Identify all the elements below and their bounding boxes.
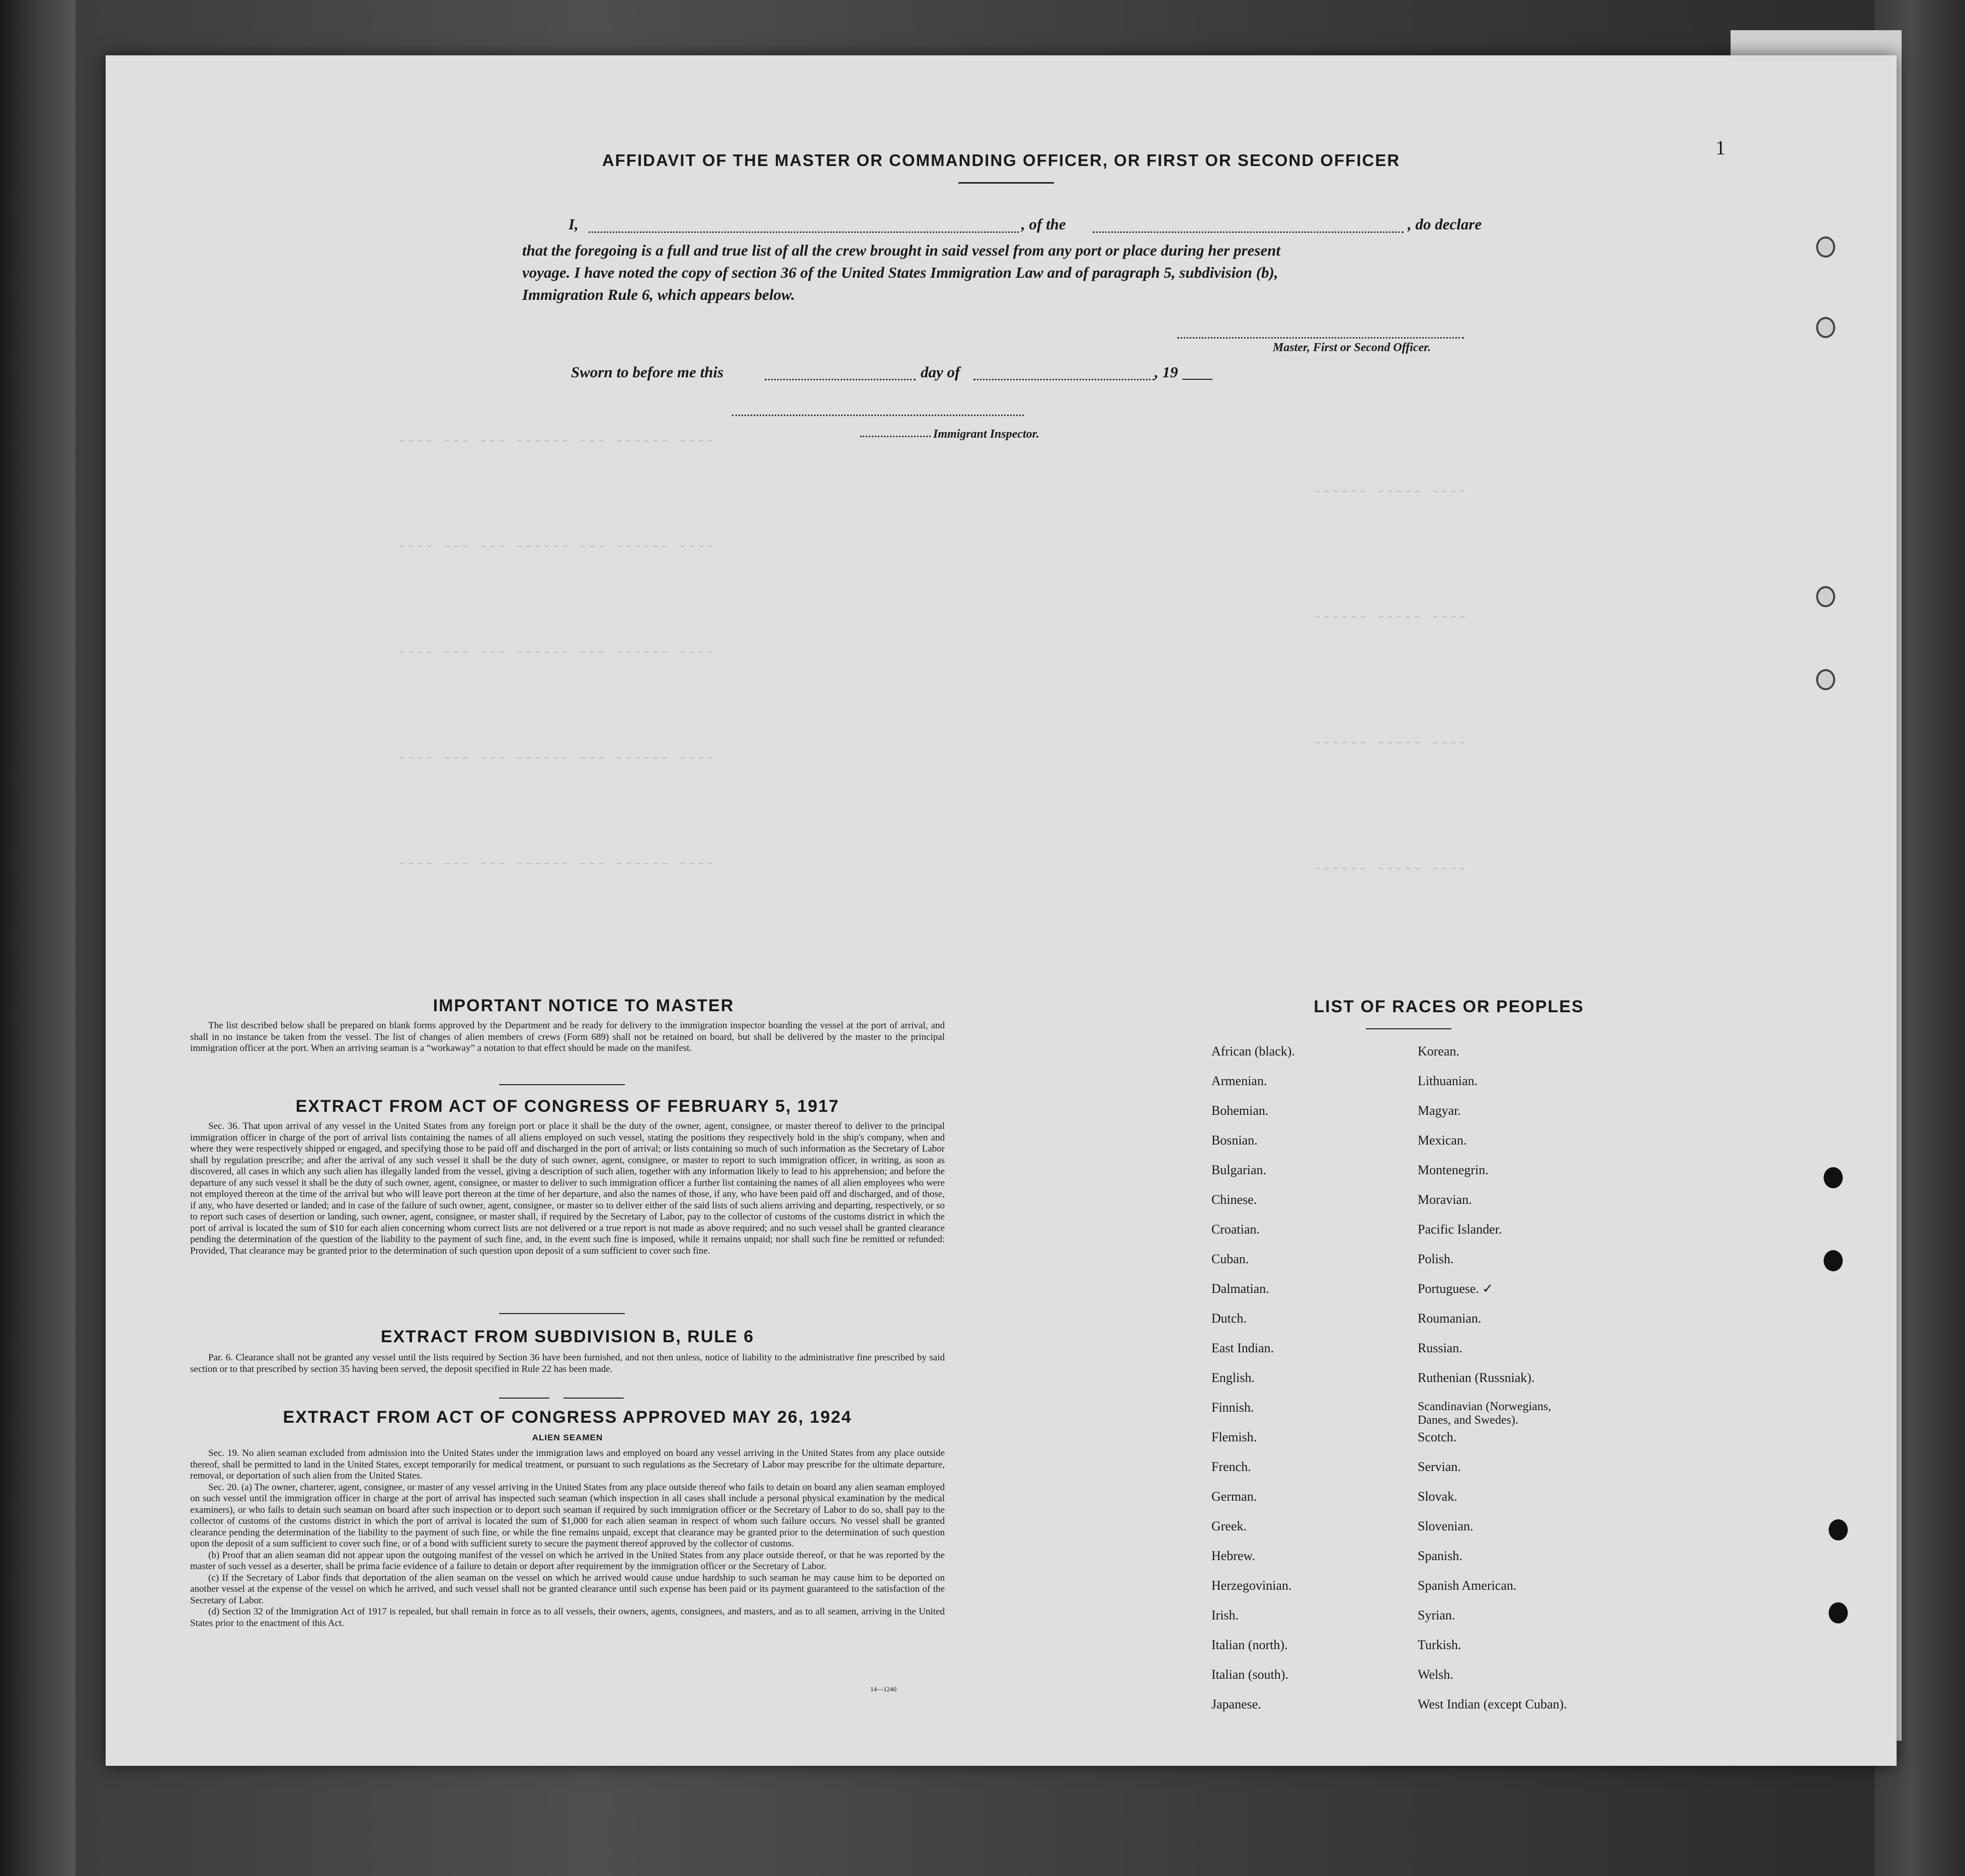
race-item: Dalmatian. <box>1211 1281 1269 1296</box>
race-item: Magyar. <box>1418 1103 1461 1118</box>
punch-hole <box>1816 669 1835 690</box>
race-item: Finnish. <box>1211 1400 1254 1415</box>
officer-signature-caption: Master, First or Second Officer. <box>1273 341 1431 354</box>
race-item: Bosnian. <box>1211 1133 1258 1148</box>
extract-rule6-body <box>190 1352 945 1375</box>
sworn-label: Sworn to before me this <box>571 363 724 381</box>
affidavit-line-2: that the foregoing is a full and true list of all the crew brought in said vessel from any port or place during her present <box>522 241 1281 259</box>
race-item: Italian (north). <box>1211 1638 1288 1652</box>
form-number: 14—1240 <box>870 1685 896 1693</box>
notice-title: IMPORTANT NOTICE TO MASTER <box>433 996 734 1015</box>
race-item: Japanese. <box>1211 1697 1261 1711</box>
race-item: Mexican. <box>1418 1133 1467 1148</box>
inspector-signature-line[interactable] <box>732 415 1024 416</box>
races-underline <box>1366 1028 1451 1029</box>
race-item: French. <box>1211 1459 1251 1474</box>
notice-body <box>190 1020 945 1054</box>
sec-20d-paragraph: (d) Section 32 of the Immigration Act of 1917 is repealed, but shall remain in force as to all vessels, their owners, agents, consignees, and masters, and as to all seamen, arriving in the United States prior to the enactment of this Act. <box>190 1606 945 1628</box>
notice-paragraph: The list described below shall be prepared on blank forms approved by the Department and be ready for delivery to the immigration inspector boarding the vessel at the port of arrival, and shall in no instance be taken from the vessel. The list of changes of alien members of crews (Form 689) shall not be retained on board, but shall be delivered by the master to the principal immigration officer at the port. When an arriving seaman is a “workaway” a notation to that effect should be made on the manifest. <box>190 1020 945 1053</box>
punch-hole <box>1816 317 1835 338</box>
sec-20b-paragraph: (b) Proof that an alien seaman did not appear upon the outgoing manifest of the vessel on which he arrived in the United States from any place outside thereof, or that he was reported by the master of such vessel as a deserter, shall be prima facie evidence of a failure to detain or deport after requirement by the immigration officer or the Secretary of Labor. <box>190 1549 945 1572</box>
scanner-frame-left <box>0 0 75 1876</box>
race-item: Hebrew. <box>1211 1548 1256 1563</box>
officer-signature-line[interactable] <box>1177 337 1464 339</box>
race-item: Chinese. <box>1211 1192 1257 1207</box>
of-the-label: , of the <box>1021 215 1066 233</box>
affidavit-line-3: voyage. I have noted the copy of section 36 of the United States Immigration Law and of paragraph 5, subdivision (b), <box>522 264 1278 281</box>
race-item: Roumanian. <box>1418 1311 1482 1326</box>
extract-1924-subtitle: ALIEN SEAMEN <box>532 1433 603 1442</box>
sworn-month-line[interactable] <box>973 379 1155 380</box>
race-item: English. <box>1211 1370 1255 1385</box>
race-item: Cuban. <box>1211 1252 1249 1266</box>
race-item: Korean. <box>1418 1044 1460 1058</box>
do-declare-label: , do declare <box>1408 215 1482 233</box>
punch-hole <box>1829 1602 1848 1623</box>
race-item: Ruthenian (Russniak). <box>1418 1370 1535 1385</box>
sec-20c-paragraph: (c) If the Secretary of Labor finds that deportation of the alien seaman on the vessel on which he arrived would cause undue hardship to such seaman he may cause him to be deported on another vessel at the expense of the vessel on which he arrived, and such vessel shall not be granted clearance until such expense has been paid or its payment guaranteed to the satisfaction of the Secretary of Labor. <box>190 1572 945 1606</box>
race-item: Polish. <box>1418 1252 1454 1266</box>
race-item: Montenegrin. <box>1418 1163 1489 1177</box>
race-item: West Indian (except Cuban). <box>1418 1697 1567 1711</box>
extract-1924-body <box>190 1448 945 1629</box>
punch-hole <box>1816 586 1835 607</box>
races-left-column <box>1211 1044 1295 1727</box>
sec-19-paragraph: Sec. 19. No alien seaman excluded from admission into the United States under the immigration laws and employed on board any vessel arriving in the United States from any place outside thereof, shall be permitted to land in the United States, except temporarily for medical treatment, or pursuant to such regulations as the Secretary of Labor may prescribe for the ultimate departure, removal, or deportation of such alien from the United States. <box>190 1448 945 1481</box>
document-page: ---- --- --- ------ --- ------ ---- ---- --- --- ------ --- ------ ---- ---- --- --- ------ --- ------ ---- ---- --- --- ------ --- ------ ---- ---- --- --- ------ --- ------ ---- ------ ----- ---- ------ ----- ---- ------ ----- ---- ------ ----- ---- 1 AFFIDAVIT OF THE MASTER OR COMMANDING OFFICER, OR FIRST OR SECOND OFFICER I, , of the , do declare that the foregoing is a full and true list of all the crew brought in said vessel from any port or place during her present voyage. I have noted the copy of section 36 of the United States Immigration Law and of paragraph 5, subdivision (b), Immigration Rule 6, which appears below. Master, First or Second Officer. Sworn to before me this day of , 19 Immigrant Inspector. IMPORTANT NOTICE TO MASTER The list described below shall be prepared on blank forms approved by the Department and be ready for delivery to the immigration inspector boarding the vessel at the port of arrival, and shall in no instance be taken from the vessel. The list of changes of alien members of crews (Form 689) shall not be retained on board, but shall be delivered by the master to the principal immigration officer at the port. When an arriving seaman is a “workaway” a notation to that effect should be made on the manifest. EXTRACT FROM ACT OF CONGRESS OF FEBRUARY 5, 1917 Sec. 36. That upon arrival of any vessel in the United States from any foreign port or place it shall be the duty of the owner, agent, consignee, or master thereof to deliver to the principal immigration officer in charge of the port of arrival lists containing the names of all aliens employed on such vessel, stating the positions they respectively hold in the ship's company, when and where they were respectively shipped or engaged, and specifying those to be paid off and discharged in the port of arrival; or lists containing so much of such information as the Secretary of Labor shall by regulation prescribe; and after the arrival of any such vessel it shall be the duty of such owner, agent, consignee, or master to report to such immigration officer, in writing, as soon as discovered, all cases in which any such alien has illegally landed from the vessel, giving a description of such alien, together with any information likely to lead to his apprehension; and before the departure of any such vessel it shall be the duty of such owner, agent, consignee, or master to deliver to such immigration officer a further list containing the names of all alien employees who were not employed thereon at the time of the arrival but who will leave port thereon at the time of her departure, and also the names of those, if any, who have been paid off and discharged, and of those, if any, who have deserted or landed; and in case of the failure of such owner, agent, consignee, or master so to deliver either of the said lists of such aliens arriving and departing, respectively, or so to report such cases of desertion or landing, such owner, agent, consignee, or master shall, if required by the Secretary of Labor, pay to the collector of customs of the customs district in which the port of arrival is located the sum of $10 for each alien concerning whom correct lists are not delivered or a true report is not made as above required; and no such vessel shall be granted clearance pending the determination of the question of the liability to the payment of such fine, and, in the event such fine is imposed, while it remains unpaid; nor shall such fine be remitted or refunded: Provided, That clearance may be granted prior to the determination of such question upon deposit of a sum sufficient to cover such fine. EXTRACT FROM SUBDIVISION B, RULE 6 Par. 6. Clearance shall not be granted any vessel until the lists required by Section 36 have been furnished, and not then unless, notice of liability to the administrative fine prescribed by said section or to that prescribed by section 35 having been served, the deposit specified in Rule 22 has been made. EXTRACT FROM ACT OF CONGRESS APPROVED MAY 26, 1924 ALIEN SEAMEN Sec. 19. No alien seaman excluded from admission into the United States under the immigration laws and employed on board any vessel arriving in the United States from any place outside thereof, shall be permitted to land in the United States, except temporarily for medical treatment, or pursuant to such regulations as the Secretary of Labor may prescribe for the ultimate departure, removal, or deportation of such alien from the United States. Sec. 20. (a) The owner, charterer, agent, consignee, or master of any vessel arriving in the United States from any place outside thereof who fails to detain on board any alien seaman employed on such vessel until the immigration officer in charge at the port of arrival has inspected such seaman (which inspection in all cases shall include a personal physical examination by the medical examiners), or who fails to detain such seaman on board after such inspection or to deport such seaman if required by such immigration officer or the Secretary of Labor to do so, shall pay to the collector of customs of the customs district in which the port of arrival is located the sum of $1,000 for each alien seaman in respect of whom such failure occurs. No vessel shall be granted clearance pending the determination of the liability to the payment of such fine, or while the fine remains unpaid, except that clearance may be granted prior to the determination of such question upon the deposit of a sum sufficient to cover such fine, or of a bond with sufficient surety to secure the payment thereof approved by the collector of customs. (b) Proof that an alien seaman did not appear upon the outgoing manifest of the vessel on which he arrived in the United States from any place outside thereof, or that he was reported by the master of such vessel as a deserter, shall be prima facie evidence of a failure to detain or deport after requirement by the immigration officer or the Secretary of Labor. (c) If the Secretary of Labor finds that deportation of the alien seaman on the vessel on which he arrived would cause undue hardship to such seaman he may cause him to be deported on another vessel at the expense of the vessel on which he arrived, and such vessel shall not be granted clearance until such expense has been paid or its payment guaranteed to the satisfaction of the Secretary of Labor. (d) Section 32 of the Immigration Act of 1917 is repealed, but shall remain in force as to all vessels, their owners, agents, consignees, and masters, and as to all seamen, arriving in the United States prior to the enactment of this Act. 14—1240 LIST OF RACES OR PEOPLES African (black). Armenian. Bohemian. Bosnian. Bulgarian. Chinese. Croatian. Cuban. Dalmatian. Dutch. East Indian. English. Finnish. Flemish. French. German. Greek. Hebrew. Herzegovinian. Irish. Italian (north). Italian (south). Japanese. Korean. Lithuanian. Magyar. Mexican. Montenegrin. Moravian. Pacific Islander. Polish. Portuguese. ✓ Roumanian. Russian. Ruthenian (Russniak). Scandinavian (Norwegians, Danes, and Swedes). Scotch. Servian. Slovak. Slovenian. Spanish. Spanish American. Syrian. Turkish. Welsh. West Indian (except Cuban). <box>106 55 1897 1766</box>
affidavit-line-4: Immigration Rule 6, which appears below. <box>522 286 795 303</box>
page-number: 1 <box>1715 136 1726 159</box>
race-item: Portuguese. ✓ <box>1418 1281 1494 1296</box>
extract-1917-title: EXTRACT FROM ACT OF CONGRESS OF FEBRUARY 5, 1917 <box>295 1097 840 1116</box>
title-underline <box>958 182 1054 184</box>
day-of-label: day of <box>921 363 960 381</box>
race-item: Spanish American. <box>1418 1578 1517 1593</box>
affidavit-title: AFFIDAVIT OF THE MASTER OR COMMANDING OFFICER, OR FIRST OR SECOND OFFICER <box>602 151 1401 170</box>
race-item: Scandinavian (Norwegians, Danes, and Swedes). <box>1418 1400 1551 1427</box>
divider-2 <box>499 1313 625 1314</box>
race-item: Lithuanian. <box>1418 1074 1478 1088</box>
affidavit-i-label: I, <box>568 215 579 233</box>
sec-20a-paragraph: Sec. 20. (a) The owner, charterer, agent, consignee, or master of any vessel arriving in the United States from any place outside thereof who fails to detain on board any alien seaman employed on such vessel until the immigration officer in charge at the port of arrival has inspected such seaman (which inspection in all cases shall include a personal physical examination by the medical examiners), or who fails to detain such seaman on board after such inspection or to deport such seaman if required by such immigration officer or the Secretary of Labor to do so, shall pay to the collector of customs of the customs district in which the port of arrival is located the sum of $1,000 for each alien seaman in respect of whom such failure occurs. No vessel shall be granted clearance pending the determination of the liability to the payment of such fine, or while the fine remains unpaid, except that clearance may be granted prior to the determination of such question upon the deposit of a sum sufficient to cover such fine, or of a bond with sufficient surety to secure the payment thereof approved by the collector of customs. <box>190 1482 945 1549</box>
race-item: Greek. <box>1211 1519 1247 1533</box>
races-title: LIST OF RACES OR PEOPLES <box>1314 997 1584 1016</box>
race-item: Pacific Islander. <box>1418 1222 1502 1237</box>
punch-hole <box>1829 1519 1848 1540</box>
sworn-year-line[interactable] <box>1182 379 1212 380</box>
divider-3a <box>499 1398 549 1399</box>
race-item: Spanish. <box>1418 1548 1462 1563</box>
race-item: Bulgarian. <box>1211 1163 1267 1177</box>
race-item: Welsh. <box>1418 1667 1453 1682</box>
race-item: East Indian. <box>1211 1341 1274 1355</box>
race-item: Slovak. <box>1418 1489 1457 1504</box>
race-item: Syrian. <box>1418 1608 1455 1622</box>
race-item: African (black). <box>1211 1044 1295 1058</box>
race-item: Scotch. <box>1418 1430 1457 1444</box>
extract-1917-paragraph: Sec. 36. That upon arrival of any vessel in the United States from any foreign port or place it shall be the duty of the owner, agent, consignee, or master thereof to deliver to the principal immigration officer in charge of the port of arrival lists containing the names of all aliens employed on such vessel, stating the positions they respectively hold in the ship's company, when and where they were respectively shipped or engaged, and specifying those to be paid off and discharged in the port of arrival; or lists containing so much of such information as the Secretary of Labor shall by regulation prescribe; and after the arrival of any such vessel it shall be the duty of such owner, agent, consignee, or master to report to such immigration officer, in writing, as soon as discovered, all cases in which any such alien has illegally landed from the vessel, giving a description of such alien, together with any information likely to lead to his apprehension; and before the departure of any such vessel it shall be the duty of such owner, agent, consignee, or master to deliver to such immigration officer a further list containing the names of all alien employees who were not employed thereon at the time of the arrival but who will leave port thereon at the time of her departure, and also the names of those, if any, who have been paid off and discharged, and of those, if any, who have deserted or landed; and in case of the failure of such owner, agent, consignee, or master so to deliver either of the said lists of such aliens arriving and departing, respectively, or so to report such cases of desertion or landing, such owner, agent, consignee, or master shall, if required by the Secretary of Labor, pay to the collector of customs of the customs district in which the port of arrival is located the sum of $10 for each alien concerning whom correct lists are not delivered or a true report is not made as above required; and no such vessel shall be granted clearance pending the determination of the question of the liability to the payment of such fine, and, in the event such fine is imposed, while it remains unpaid; nor shall such fine be remitted or refunded: Provided, That clearance may be granted prior to the determination of such question upon deposit of a sum sufficient to cover such fine. <box>190 1121 945 1256</box>
year-prefix: , 19 <box>1155 363 1178 381</box>
inspector-caption: Immigrant Inspector. <box>933 428 1039 441</box>
punch-hole <box>1824 1167 1843 1188</box>
race-item: Bohemian. <box>1211 1103 1269 1118</box>
races-right-column <box>1418 1044 1584 1727</box>
punch-hole <box>1824 1250 1843 1271</box>
vessel-name-line[interactable] <box>1093 231 1404 233</box>
race-item: Turkish. <box>1418 1638 1461 1652</box>
race-item: Croatian. <box>1211 1222 1260 1237</box>
divider-3b <box>563 1398 624 1399</box>
race-item: Dutch. <box>1211 1311 1247 1326</box>
race-item: Moravian. <box>1418 1192 1472 1207</box>
extract-rule6-title: EXTRACT FROM SUBDIVISION B, RULE 6 <box>380 1327 755 1346</box>
punch-hole <box>1816 236 1835 258</box>
extract-rule6-paragraph: Par. 6. Clearance shall not be granted any vessel until the lists required by Section 36 have been furnished, and not then unless, notice of liability to the administrative fine prescribed by said section or to that prescribed by section 35 having been served, the deposit specified in Rule 22 has been made. <box>190 1352 945 1374</box>
extract-1924-title: EXTRACT FROM ACT OF CONGRESS APPROVED MAY 26, 1924 <box>283 1408 852 1427</box>
race-item: Herzegovinian. <box>1211 1578 1292 1593</box>
sworn-day-line[interactable] <box>765 379 916 380</box>
race-item: German. <box>1211 1489 1257 1504</box>
race-item: Armenian. <box>1211 1074 1267 1088</box>
master-name-line[interactable] <box>589 231 1019 233</box>
race-item: Slovenian. <box>1418 1519 1473 1533</box>
race-item: Italian (south). <box>1211 1667 1289 1682</box>
inspector-name-line[interactable] <box>860 436 931 437</box>
race-item: Russian. <box>1418 1341 1462 1355</box>
race-item: Flemish. <box>1211 1430 1257 1444</box>
extract-1917-body <box>190 1121 945 1257</box>
race-item: Servian. <box>1418 1459 1461 1474</box>
divider-1 <box>499 1084 625 1085</box>
race-item: Irish. <box>1211 1608 1239 1622</box>
